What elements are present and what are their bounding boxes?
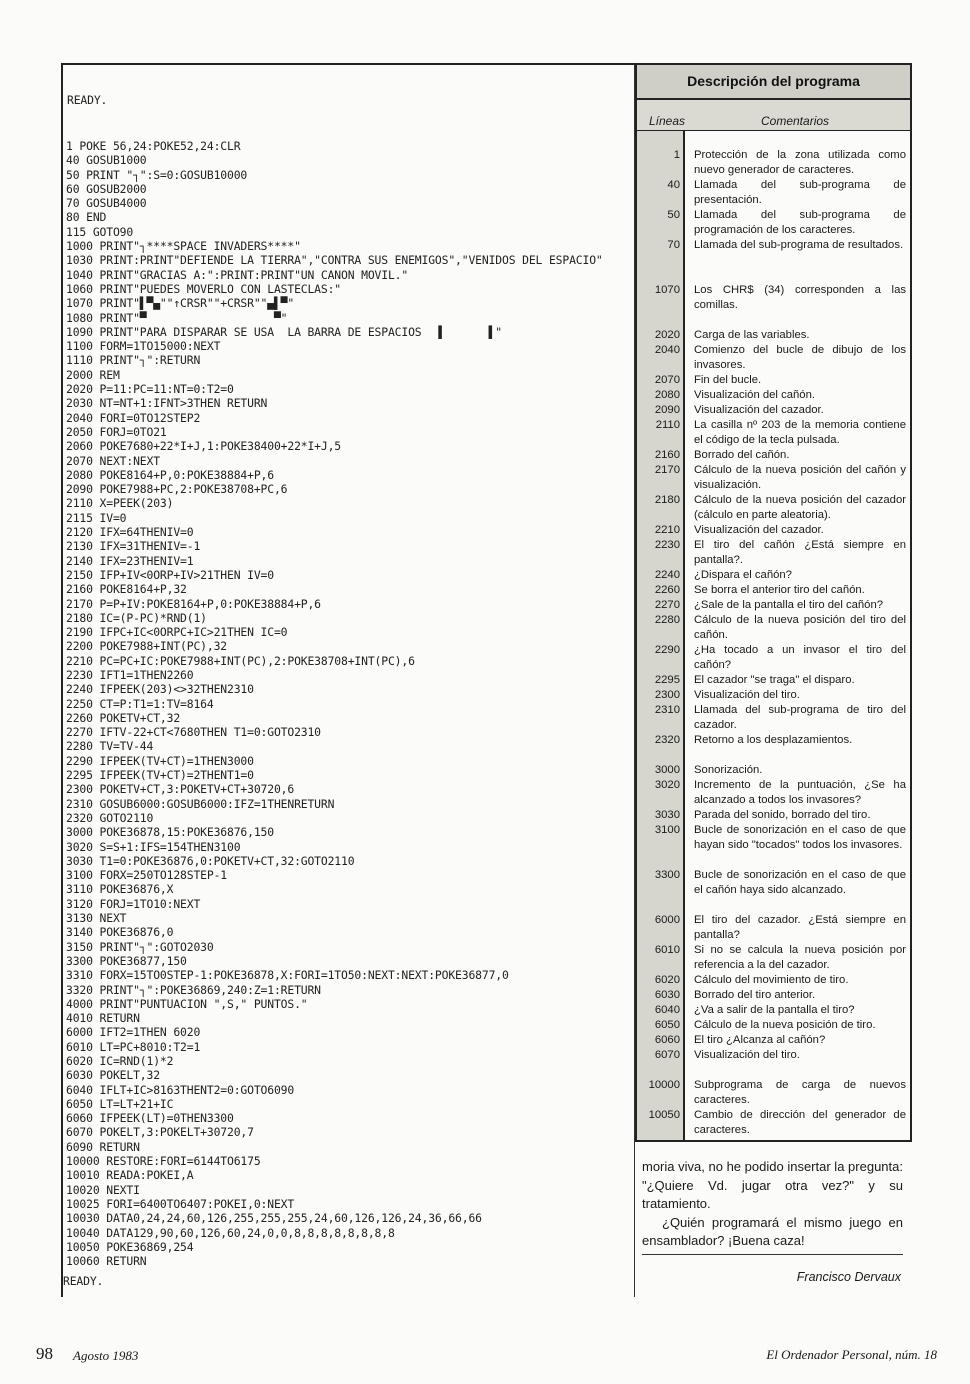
- code-line: 1090 PRINT"PARA DISPARAR SE USA LA BARRA DE ESPACIOS ▐ ▌": [66, 324, 503, 339]
- code-line: 6090 RETURN: [66, 1139, 140, 1154]
- row-line-number: 2300: [654, 689, 680, 701]
- code-line: 6060 IFPEEK(LT)=0THEN3300: [66, 1111, 234, 1126]
- code-line: 70 GOSUB4000: [66, 196, 147, 211]
- row-line-number: 2240: [654, 569, 680, 581]
- row-line-number: 6000: [654, 914, 680, 926]
- row-comment: Bucle de sonorización en el caso de que hayan sido "tocados" todos los invasores.: [694, 824, 906, 851]
- code-line: 1110 PRINT"┐":RETURN: [66, 353, 201, 368]
- code-line: 2295 IFPEEK(TV+CT)=2THENT1=0: [66, 768, 254, 783]
- code-line: 115 GOTO90: [66, 224, 134, 239]
- row-comment: Comienzo del bucle de dibujo de los invasores.: [694, 344, 906, 371]
- row-comment: Cambio de dirección del generador de caracteres.: [694, 1109, 906, 1136]
- row-comment: Visualización del cazador.: [694, 404, 824, 416]
- code-line: 10030 DATA0,24,24,60,126,255,255,255,24,60,126,126,24,36,66,66: [66, 1211, 482, 1226]
- code-line: 2050 FORJ=0TO21: [66, 424, 167, 439]
- code-line: 2170 P=P+IV:POKE8164+P,0:POKE38884+P,6: [66, 596, 321, 611]
- row-comment: Cálculo de la nueva posición del cañón y visualización.: [694, 464, 906, 491]
- code-line: 10050 POKE36869,254: [66, 1239, 194, 1254]
- row-line-number: 3300: [654, 869, 680, 881]
- row-line-number: 6030: [654, 989, 680, 1001]
- row-line-number: 2260: [654, 584, 680, 596]
- row-comment: Cálculo de la nueva posición del tiro del cañón.: [694, 614, 906, 641]
- code-line: 2120 IFX=64THENIV=0: [66, 525, 194, 540]
- footer-magazine: El Ordenador Personal, núm. 18: [766, 1347, 937, 1362]
- article-text: [642, 1158, 903, 1251]
- code-line: 2000 REM: [66, 367, 120, 382]
- row-line-number: 70: [667, 239, 680, 251]
- row-comment: Visualización del tiro.: [694, 689, 800, 701]
- page-number: 98: [36, 1344, 53, 1363]
- row-comment: Fin del bucle.: [694, 374, 762, 386]
- row-line-number: 3030: [654, 809, 680, 821]
- footer-date: Agosto 1983: [73, 1348, 139, 1363]
- code-line: 1 POKE 56,24:POKE52,24:CLR: [66, 139, 241, 153]
- row-comment: Cálculo del movimiento de tiro.: [694, 974, 849, 986]
- code-line: 2300 POKETV+CT,3:POKETV+CT+30720,6: [66, 782, 295, 797]
- row-comment: Borrado del cañón.: [694, 449, 790, 461]
- row-line-number: 2290: [654, 644, 680, 656]
- row-comment: Cálculo de la nueva posición del cazador (cálculo en parte aleatoria).: [694, 494, 906, 521]
- code-line: 10010 READA:POKEI,A: [66, 1168, 194, 1183]
- row-line-number: 6070: [654, 1049, 680, 1061]
- row-line-number: 2320: [654, 734, 680, 746]
- row-line-number: 2270: [654, 599, 680, 611]
- row-comment: ¿Sale de la pantalla el tiro del cañón?: [694, 599, 884, 611]
- code-line: 6040 IFLT+IC>8163THENT2=0:GOTO6090: [66, 1082, 295, 1097]
- code-line: 60 GOSUB2000: [66, 181, 147, 196]
- row-comment: Incremento de la puntuación, ¿Se ha alcanzado a todos los invasores?: [694, 779, 906, 806]
- row-line-number: 1: [673, 149, 680, 161]
- row-line-number: 2180: [654, 494, 680, 506]
- code-line: 2060 POKE7680+22*I+J,1:POKE38400+22*I+J,5: [66, 439, 342, 454]
- row-comment: Bucle de sonorización en el caso de que el cañón haya sido alcanzado.: [694, 869, 906, 896]
- code-line: 2080 POKE8164+P,0:POKE38884+P,6: [66, 467, 274, 482]
- row-comment: Cálculo de la nueva posición de tiro.: [694, 1019, 876, 1031]
- code-line: 3000 POKE36878,15:POKE36876,150: [66, 825, 274, 840]
- row-line-number: 6010: [654, 944, 680, 956]
- row-comment: Parada del sonido, borrado del tiro.: [694, 809, 871, 821]
- row-line-number: 3020: [654, 779, 680, 791]
- code-line: 2250 CT=P:T1=1:TV=8164: [66, 696, 214, 711]
- code-line: 3130 NEXT: [66, 911, 127, 926]
- row-line-number: 2295: [654, 674, 680, 686]
- row-line-number: 6040: [654, 1004, 680, 1016]
- row-line-number: 2090: [654, 404, 680, 416]
- code-line: 3100 FORX=250TO128STEP-1: [66, 868, 227, 883]
- code-line: 3110 POKE36876,X: [66, 882, 174, 897]
- row-comment: El tiro del cañón ¿Está siempre en pantalla?.: [694, 539, 906, 566]
- row-comment: Los CHR$ (34) corresponden a las comillas.: [694, 284, 906, 311]
- code-line: 1000 PRINT"┐****SPACE INVADERS****": [66, 239, 301, 254]
- code-line: 1040 PRINT"GRACIAS A:":PRINT:PRINT"UN CANON MOVIL.": [66, 267, 409, 282]
- row-comment: Llamada del sub-programa de presentación.: [694, 179, 906, 206]
- code-line: 3150 PRINT"┐":GOTO2030: [66, 939, 214, 954]
- row-comment: El cazador "se traga" el disparo.: [694, 674, 855, 686]
- article-paragraph: moria viva, no he podido insertar la pregunta: "¿Quiere Vd. jugar otra vez?" y su tratamiento.: [642, 1159, 903, 1211]
- row-line-number: 2070: [654, 374, 680, 386]
- row-line-number: 40: [667, 179, 680, 191]
- code-line: 6000 IFT2=1THEN 6020: [66, 1025, 201, 1040]
- row-line-number: 6020: [654, 974, 680, 986]
- code-line: 1080 PRINT"▀ ▀": [66, 310, 288, 325]
- header-lineas: Líneas: [649, 114, 686, 128]
- row-line-number: 6050: [654, 1019, 680, 1031]
- code-line: 3300 POKE36877,150: [66, 953, 187, 968]
- row-comment: El tiro ¿Alcanza al cañón?: [694, 1034, 826, 1046]
- code-line: 50 PRINT "┐":S=0:GOSUB10000: [66, 167, 248, 182]
- ready-prompt-top: READY.: [67, 93, 108, 107]
- row-line-number: 3000: [654, 764, 680, 776]
- code-line: 6010 LT=PC+8010:T2=1: [66, 1039, 201, 1054]
- program-description-table: [635, 63, 912, 1142]
- description-title: Descripción del programa: [637, 65, 910, 100]
- code-line: 3140 POKE36876,0: [66, 925, 174, 940]
- code-line: 3310 FORX=15TO0STEP-1:POKE36878,X:FORI=1TO50:NEXT:NEXT:POKE36877,0: [66, 968, 509, 983]
- code-line: 2270 IFTV-22+CT<7680THEN T1=0:GOTO2310: [66, 725, 321, 740]
- code-line: 2280 TV=TV-44: [66, 739, 154, 754]
- row-comment: ¿Ha tocado a un invasor el tiro del cañón?: [694, 644, 906, 671]
- code-line: 3120 FORJ=1TO10:NEXT: [66, 896, 201, 911]
- code-line: 4010 RETURN: [66, 1011, 140, 1026]
- code-line: 6030 POKELT,32: [66, 1068, 160, 1083]
- code-line: 2200 POKE7988+INT(PC),32: [66, 639, 227, 654]
- code-line: 2230 IFT1=1THEN2260: [66, 667, 194, 682]
- row-comment: Llamada del sub-programa de tiro del cazador.: [694, 704, 906, 731]
- code-line: 2210 PC=PC+IC:POKE7988+INT(PC),2:POKE38708+INT(PC),6: [66, 653, 415, 668]
- code-line: 40 GOSUB1000: [66, 153, 147, 168]
- code-line: 1030 PRINT:PRINT"DEFIENDE LA TIERRA","CONTRA SUS ENEMIGOS","VENIDOS DEL ESPACIO": [66, 253, 603, 268]
- code-line: 2140 IFX=23THENIV=1: [66, 553, 194, 568]
- row-comment: Subprograma de carga de nuevos caracteres.: [694, 1079, 906, 1106]
- code-line: 2030 NT=NT+1:IFNT>3THEN RETURN: [66, 396, 268, 411]
- code-line: 3030 T1=0:POKE36876,0:POKETV+CT,32:GOTO2110: [66, 853, 355, 868]
- code-line: 2180 IC=(P-PC)*RND(1): [66, 610, 207, 625]
- code-line: 2090 POKE7988+PC,2:POKE38708+PC,6: [66, 482, 288, 497]
- code-line: 10040 DATA129,90,60,126,60,24,0,0,8,8,8,8,8,8,8,8: [66, 1225, 395, 1240]
- row-line-number: 10000: [648, 1079, 680, 1091]
- ready-prompt-bottom: READY.: [63, 1274, 104, 1288]
- row-comment: Si no se calcula la nueva posición por referencia a la del cazador.: [694, 944, 906, 971]
- row-comment: Llamada del sub-programa de programación de los caracteres.: [694, 209, 906, 236]
- row-comment: Borrado del tiro anterior.: [694, 989, 816, 1001]
- row-comment: ¿Dispara el cañón?: [694, 569, 792, 581]
- code-line: 10025 FORI=6400TO6407:POKEI,0:NEXT: [66, 1196, 295, 1211]
- code-lines: [66, 139, 603, 1268]
- row-comment: Visualización del cazador.: [694, 524, 824, 536]
- code-line: 2320 GOTO2110: [66, 810, 154, 825]
- row-comment: Llamada del sub-programa de resultados.: [694, 239, 904, 251]
- row-line-number: 2170: [654, 464, 680, 476]
- code-line: 2130 IFX=31THENIV=-1: [66, 539, 201, 554]
- row-line-number: 6060: [654, 1034, 680, 1046]
- code-line: 2110 X=PEEK(203): [66, 496, 174, 511]
- code-line: 10020 NEXTI: [66, 1182, 140, 1197]
- row-line-number: 2280: [654, 614, 680, 626]
- code-line: 2310 GOSUB6000:GOSUB6000:IFZ=1THENRETURN: [66, 796, 335, 811]
- row-line-number: 2310: [654, 704, 680, 716]
- row-line-number: 2020: [654, 329, 680, 341]
- row-line-number: 2110: [655, 419, 680, 431]
- row-comment: ¿Va a salir de la pantalla el tiro?: [694, 1004, 855, 1016]
- code-line: 2290 IFPEEK(TV+CT)=1THEN3000: [66, 753, 254, 768]
- code-line: 10060 RETURN: [66, 1254, 147, 1269]
- code-line: 2150 IFP+IV<0ORP+IV>21THEN IV=0: [66, 567, 274, 582]
- code-line: 10000 RESTORE:FORI=6144TO6175: [66, 1154, 261, 1169]
- code-line: 2190 IFPC+IC<0ORPC+IC>21THEN IC=0: [66, 625, 288, 640]
- row-comment: Protección de la zona utilizada como nuevo generador de caracteres.: [694, 149, 906, 176]
- row-comment: Visualización del cañón.: [694, 389, 816, 401]
- code-line: 2160 POKE8164+P,32: [66, 582, 187, 597]
- code-line: 6050 LT=LT+21+IC: [66, 1096, 174, 1111]
- row-line-number: 10050: [648, 1109, 680, 1121]
- code-line: 2070 NEXT:NEXT: [66, 453, 160, 468]
- code-line: 4000 PRINT"PUNTUACION ",S," PUNTOS.": [66, 996, 308, 1011]
- row-line-number: 2210: [654, 524, 680, 536]
- row-line-number: 1070: [654, 284, 680, 296]
- code-line: 80 END: [66, 210, 107, 225]
- row-comment: Retorno a los desplazamientos.: [694, 734, 853, 746]
- row-comment: Visualización del tiro.: [694, 1049, 800, 1061]
- row-line-number: 2040: [654, 344, 680, 356]
- code-line: 2020 P=11:PC=11:NT=0:T2=0: [66, 382, 234, 397]
- row-comment: La casilla nº 203 de la memoria contiene el código de la tecla pulsada.: [694, 419, 906, 446]
- code-line: 2240 IFPEEK(203)<>32THEN2310: [66, 682, 254, 697]
- code-line: 6020 IC=RND(1)*2: [66, 1054, 174, 1068]
- row-line-number: 2160: [654, 449, 680, 461]
- row-line-number: 2230: [654, 539, 680, 551]
- row-comment: Carga de las variables.: [694, 329, 810, 341]
- program-listing: [61, 63, 635, 1297]
- code-line: 1070 PRINT"▌▀▄""↑CRSR""+CRSR""▄▌▀": [66, 296, 295, 311]
- row-comment: Sonorización.: [694, 764, 763, 776]
- code-line: 2260 POKETV+CT,32: [66, 710, 181, 725]
- code-line: 3020 S=S+1:IFS=154THEN3100: [66, 839, 241, 854]
- article-paragraph: ¿Quién programará el mismo juego en ensamblador? ¡Buena caza!: [642, 1214, 903, 1248]
- code-line: 1060 PRINT"PUEDES MOVERLO CON LASTECLAS:": [66, 281, 342, 296]
- column-headers: [637, 100, 910, 131]
- row-line-number: 50: [667, 209, 680, 221]
- code-line: 1100 FORM=1TO15000:NEXT: [66, 339, 221, 354]
- divider: [642, 1254, 903, 1255]
- code-line: 3320 PRINT"┐":POKE36869,240:Z=1:RETURN: [66, 982, 321, 997]
- code-line: 2115 IV=0: [66, 510, 127, 525]
- code-line: 2040 FORI=0TO12STEP2: [66, 410, 201, 425]
- row-line-number: 3100: [654, 824, 680, 836]
- header-comentarios: Comentarios: [761, 114, 830, 128]
- row-line-number: 2080: [654, 389, 680, 401]
- author-signature: Francisco Dervaux: [796, 1270, 901, 1284]
- row-comment: Se borra el anterior tiro del cañón.: [694, 584, 865, 596]
- code-line: 6070 POKELT,3:POKELT+30720,7: [66, 1125, 254, 1140]
- row-comment: El tiro del cazador. ¿Está siempre en pantalla?: [694, 914, 906, 941]
